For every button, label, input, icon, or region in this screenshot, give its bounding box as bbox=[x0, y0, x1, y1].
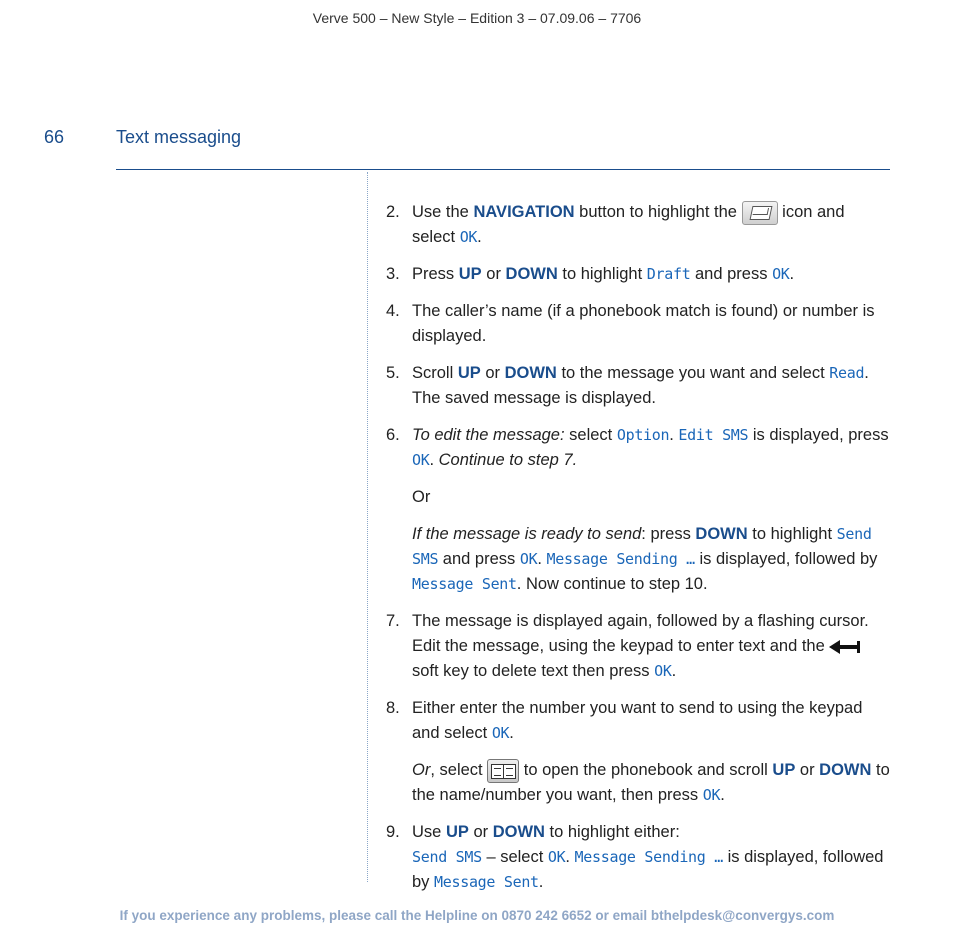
display-text: OK bbox=[519, 550, 538, 568]
step-body bbox=[412, 696, 891, 808]
step-body bbox=[412, 820, 891, 895]
step-6 bbox=[386, 423, 891, 597]
step-body bbox=[412, 609, 891, 684]
text: to highlight bbox=[747, 525, 837, 543]
step-number: 7. bbox=[386, 612, 400, 630]
text: . bbox=[509, 724, 514, 742]
section-title: Text messaging bbox=[116, 127, 242, 147]
key-label: UP bbox=[458, 265, 482, 283]
step-text bbox=[412, 361, 891, 411]
step-number: 2. bbox=[386, 203, 400, 221]
column-divider bbox=[367, 172, 368, 882]
step-5 bbox=[386, 361, 891, 411]
text: soft key to delete text then press bbox=[412, 662, 655, 680]
text: . bbox=[429, 451, 439, 469]
text: or bbox=[468, 823, 493, 841]
step-body bbox=[412, 299, 891, 349]
key-label: UP bbox=[772, 761, 796, 779]
text: and press bbox=[438, 550, 520, 568]
text: . bbox=[669, 426, 679, 444]
step-body bbox=[412, 262, 891, 287]
text: . bbox=[565, 848, 575, 866]
step-body bbox=[412, 361, 891, 411]
step-text bbox=[412, 200, 891, 250]
document-header: Verve 500 – New Style – Edition 3 – 07.09.06 – 7706 bbox=[312, 10, 642, 26]
step-number: 8. bbox=[386, 699, 400, 717]
key-label: DOWN bbox=[504, 364, 557, 382]
step-body bbox=[412, 423, 891, 597]
text: . bbox=[477, 228, 482, 246]
text: and press bbox=[690, 265, 773, 283]
text: : press bbox=[641, 525, 696, 543]
key-label: DOWN bbox=[492, 823, 545, 841]
step-3 bbox=[386, 262, 891, 287]
text: . bbox=[671, 662, 677, 680]
text: to highlight bbox=[557, 265, 647, 283]
step-text bbox=[412, 423, 891, 473]
step-text: The caller’s name (if a phonebook match is found) or number is displayed. bbox=[412, 302, 875, 345]
step-number: 9. bbox=[386, 823, 400, 841]
italic-text: If the message is ready to send bbox=[412, 525, 642, 543]
text: . Now continue to step 10. bbox=[516, 575, 708, 593]
display-text: OK bbox=[702, 786, 721, 804]
text: to the name/number you want, then press bbox=[412, 761, 890, 804]
step-text bbox=[412, 262, 891, 287]
step-number: 5. bbox=[386, 364, 400, 382]
or-separator: Or bbox=[412, 488, 431, 506]
step-number: 3. bbox=[386, 265, 400, 283]
text: Press bbox=[412, 265, 459, 283]
display-text: OK bbox=[547, 848, 566, 866]
step-9 bbox=[386, 820, 891, 895]
step-text bbox=[412, 609, 891, 684]
display-text: Send SMS bbox=[412, 525, 872, 568]
step-8 bbox=[386, 696, 891, 808]
text: Use the bbox=[412, 203, 474, 221]
text: is displayed, followed by bbox=[694, 550, 878, 568]
text: or bbox=[795, 761, 820, 779]
italic-text: Or bbox=[412, 761, 431, 779]
text: or bbox=[481, 265, 506, 283]
backspace-arrow-icon bbox=[829, 640, 861, 654]
key-label: UP bbox=[457, 364, 481, 382]
step-4 bbox=[386, 299, 891, 349]
text: or bbox=[480, 364, 505, 382]
text: is displayed, followed by bbox=[412, 848, 884, 891]
display-text: OK bbox=[459, 228, 478, 246]
display-text: OK bbox=[491, 724, 510, 742]
key-label: NAVIGATION bbox=[473, 203, 575, 221]
step-text bbox=[412, 758, 891, 808]
open-book-icon bbox=[487, 759, 519, 783]
display-text: OK bbox=[654, 662, 672, 680]
step-text bbox=[412, 820, 891, 895]
text: to the message you want and select bbox=[556, 364, 830, 382]
step-text bbox=[412, 522, 891, 597]
text: Use bbox=[412, 823, 446, 841]
display-text: Option bbox=[616, 426, 670, 444]
key-label: DOWN bbox=[695, 525, 748, 543]
display-text: Message Sent bbox=[412, 575, 517, 593]
text: . bbox=[720, 786, 725, 804]
display-text: Edit SMS bbox=[678, 426, 749, 444]
text: . The saved message is displayed. bbox=[412, 364, 869, 407]
step-number: 4. bbox=[386, 302, 400, 320]
display-text: OK bbox=[412, 451, 430, 469]
instruction-list bbox=[386, 200, 891, 907]
helpline-footer: If you experience any problems, please call the Helpline on 0870 242 6652 or email bthelpdesk@convergys.com bbox=[119, 908, 835, 923]
display-text: Read bbox=[829, 364, 865, 382]
italic-text: Continue to step 7. bbox=[438, 451, 578, 469]
step-2 bbox=[386, 200, 891, 250]
text: , select bbox=[430, 761, 488, 779]
text: Scroll bbox=[412, 364, 458, 382]
display-text: Message Sending … bbox=[574, 848, 723, 866]
step-body bbox=[412, 200, 891, 250]
text: . bbox=[789, 265, 795, 283]
envelope-message-icon bbox=[742, 201, 778, 225]
text: – select bbox=[481, 848, 548, 866]
step-7 bbox=[386, 609, 891, 684]
display-text: Draft bbox=[646, 265, 691, 283]
text: Either enter the number you want to send to using the keypad and select bbox=[412, 699, 863, 742]
key-label: UP bbox=[445, 823, 469, 841]
text: . bbox=[537, 550, 547, 568]
header-divider bbox=[116, 169, 890, 170]
display-text: Message Sent bbox=[434, 873, 539, 891]
display-text: OK bbox=[772, 265, 790, 283]
text: to open the phonebook and scroll bbox=[519, 761, 773, 779]
page-number: 66 bbox=[44, 127, 65, 147]
text: icon and select bbox=[412, 203, 845, 246]
italic-text: To edit the message: bbox=[412, 426, 565, 444]
text: . bbox=[538, 873, 544, 891]
step-number: 6. bbox=[386, 426, 400, 444]
key-label: DOWN bbox=[819, 761, 872, 779]
text: is displayed, press bbox=[748, 426, 889, 444]
text: to highlight either: bbox=[544, 823, 680, 841]
text: select bbox=[564, 426, 617, 444]
display-text: Send SMS bbox=[412, 848, 482, 866]
text: button to highlight the bbox=[574, 203, 742, 221]
display-text: Message Sending … bbox=[546, 550, 695, 568]
key-label: DOWN bbox=[505, 265, 558, 283]
text: The message is displayed again, followed by a flashing cursor. Edit the message, using the keypad to enter text and the bbox=[412, 612, 869, 655]
step-text bbox=[412, 696, 891, 746]
